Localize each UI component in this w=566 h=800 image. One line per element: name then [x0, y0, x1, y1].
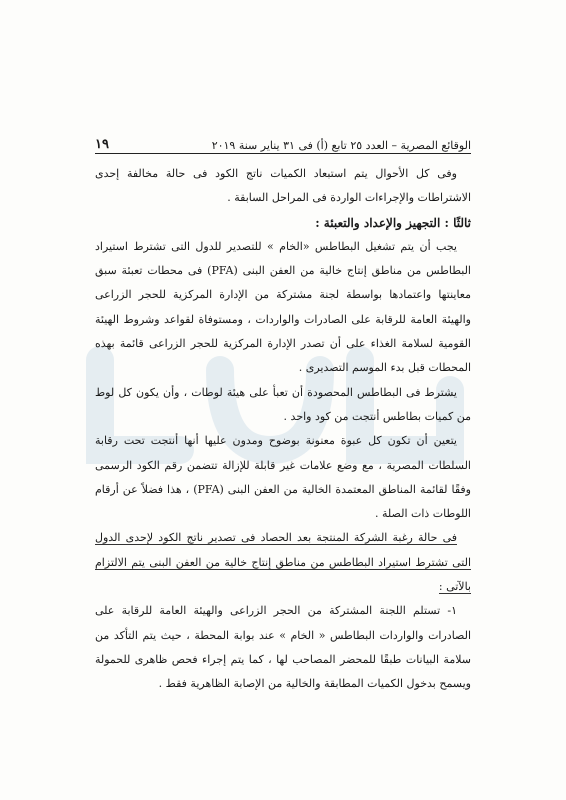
underlined-text: فى حالة رغبة الشركة المنتجة بعد الحصاد فى تصدير ناتج الكود لإحدى الدول التى تشترط استيراد البطاطس من مناطق إنتاج خالية من العفن البنى يتم الالتزام بالآتى : [95, 531, 471, 594]
paragraph-packing-stations: يجب أن يتم تشغيل البطاطس «الخام » للتصدير للدول التى تشترط استيراد البطاطس من مناطق إنتاج خالية من العفن البنى (PFA) فى محطات تعبئة سبق معاينتها واعتمادها بواسطة لجنة مشتركة من الإدارة المركزية للحجر الزراعى والهيئة العامة للرقابة على الصادرات والواردات ، ومستوفاة لقواعد وشروط الهيئة القومية لسلامة الغذاء على أن تصدر الإدارة المركزية للحجر الزراعى قائمة بهذه المحطات قبل بدء الموسم التصديرى . [95, 239, 471, 375]
paragraph-export-conditions [95, 526, 471, 599]
header-title: الوقائع المصرية – العدد ٢٥ تابع (أ) فى ٣١ يناير سنة ٢٠١٩ [211, 139, 471, 152]
paragraph-labeling: يتعين أن تكون كل عبوة معنونة بوضوح ومدون عليها أنها أنتجت تحت رقابة السلطات المصرية ، مع وضع علامات غير قابلة للإزالة تتضمن رقم الكود الرسمى وفقًا لقائمة المناطق المعتمدة الخالية من العفن البنى (PFA) ، هذا فضلاً عن أرقام اللوطات ذات الصلة . [95, 434, 471, 521]
paragraph-item-1: ١- تستلم اللجنة المشتركة من الحجر الزراعى والهيئة العامة للرقابة على الصادرات والواردات البطاطس « الخام » عند بوابة المحطة ، حيث يتم التأكد من سلامة البيانات طبقًا للمحضر المصاحب لها ، كما يتم إجراء فحص ظاهرى للحمولة ويسمح بدخول الكميات المطابقة والخالية من الإصابة الظاهرية فقط . [95, 604, 471, 691]
document-body [95, 162, 471, 697]
page-header [95, 130, 471, 152]
paragraph-lots: يشترط فى البطاطس المحصودة أن تعبأ على هيئة لوطات ، وأن يكون كل لوط من كميات بطاطس أنتجت من كود واحد . [95, 385, 471, 423]
page-number: ١٩ [95, 137, 109, 152]
paragraph-exclusion: وفى كل الأحوال يتم استبعاد الكميات ناتج الكود فى حالة مخالفة إحدى الاشتراطات والإجراءات الواردة فى المراحل السابقة . [95, 167, 471, 205]
section-heading: ثالثًا : التجهيز والإعداد والتعبئة : [315, 215, 471, 230]
header-divider [95, 153, 471, 154]
